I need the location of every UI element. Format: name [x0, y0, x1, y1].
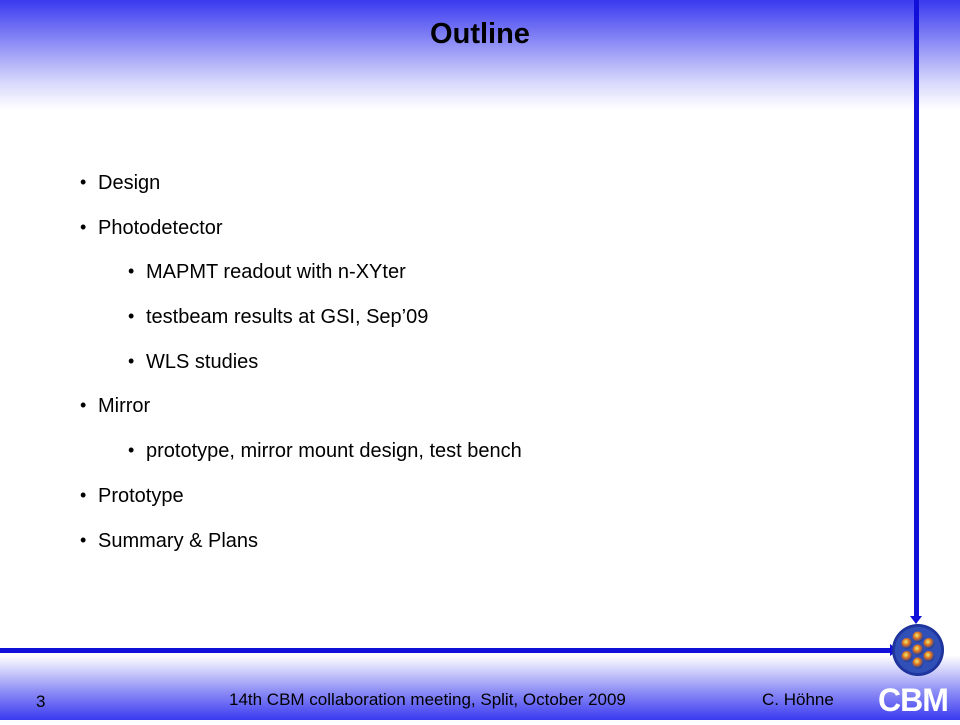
bullet-photodetector [80, 217, 522, 262]
bullet-dot-icon: • [80, 172, 87, 192]
bullet-text: prototype, mirror mount design, test bench [146, 440, 522, 463]
bullet-dot-icon: • [80, 216, 87, 237]
bullet-prototype [80, 485, 522, 530]
sub-bullet-testbeam-results [80, 306, 522, 351]
footer-author: C. Höhne [762, 690, 834, 709]
header-gradient [0, 0, 960, 110]
bullet-dot-icon: • [128, 350, 135, 371]
bullet-text: Prototype [98, 484, 184, 507]
bullet-text: MAPMT readout with n-XYter [146, 261, 406, 284]
bullet-dot-icon: • [80, 484, 87, 505]
bullet-summary-plans [80, 530, 522, 575]
slide-title: Outline [430, 18, 530, 50]
bullet-dot-icon: • [128, 306, 135, 327]
cbm-logo-text: CBM [878, 682, 948, 718]
sub-bullet-wls-studies [80, 351, 522, 396]
bullet-text: WLS studies [146, 350, 259, 373]
sub-bullet-mirror-prototype [80, 440, 522, 485]
bullet-dot-icon: • [128, 261, 135, 282]
sub-bullet-mapmt-readout [80, 261, 522, 306]
footer-gradient [0, 655, 960, 720]
bullet-dot-icon: • [128, 440, 135, 461]
bullet-mirror [80, 395, 522, 440]
page-number: 3 [36, 692, 46, 711]
bullet-text: Summary & Plans [98, 529, 259, 552]
bullet-text: testbeam results at GSI, Sep’09 [146, 306, 429, 329]
outline-list [80, 172, 522, 574]
vertical-divider-line [914, 0, 919, 612]
bullet-dot-icon: • [80, 395, 87, 416]
bullet-text: Mirror [98, 395, 151, 418]
bullet-design [80, 172, 522, 217]
footer-event-title: 14th CBM collaboration meeting, Split, October 2009 [229, 690, 626, 709]
bullet-text: Design [98, 172, 161, 194]
bullet-dot-icon: • [80, 529, 87, 550]
horizontal-divider-line [0, 648, 880, 653]
bullet-text: Photodetector [98, 216, 223, 239]
